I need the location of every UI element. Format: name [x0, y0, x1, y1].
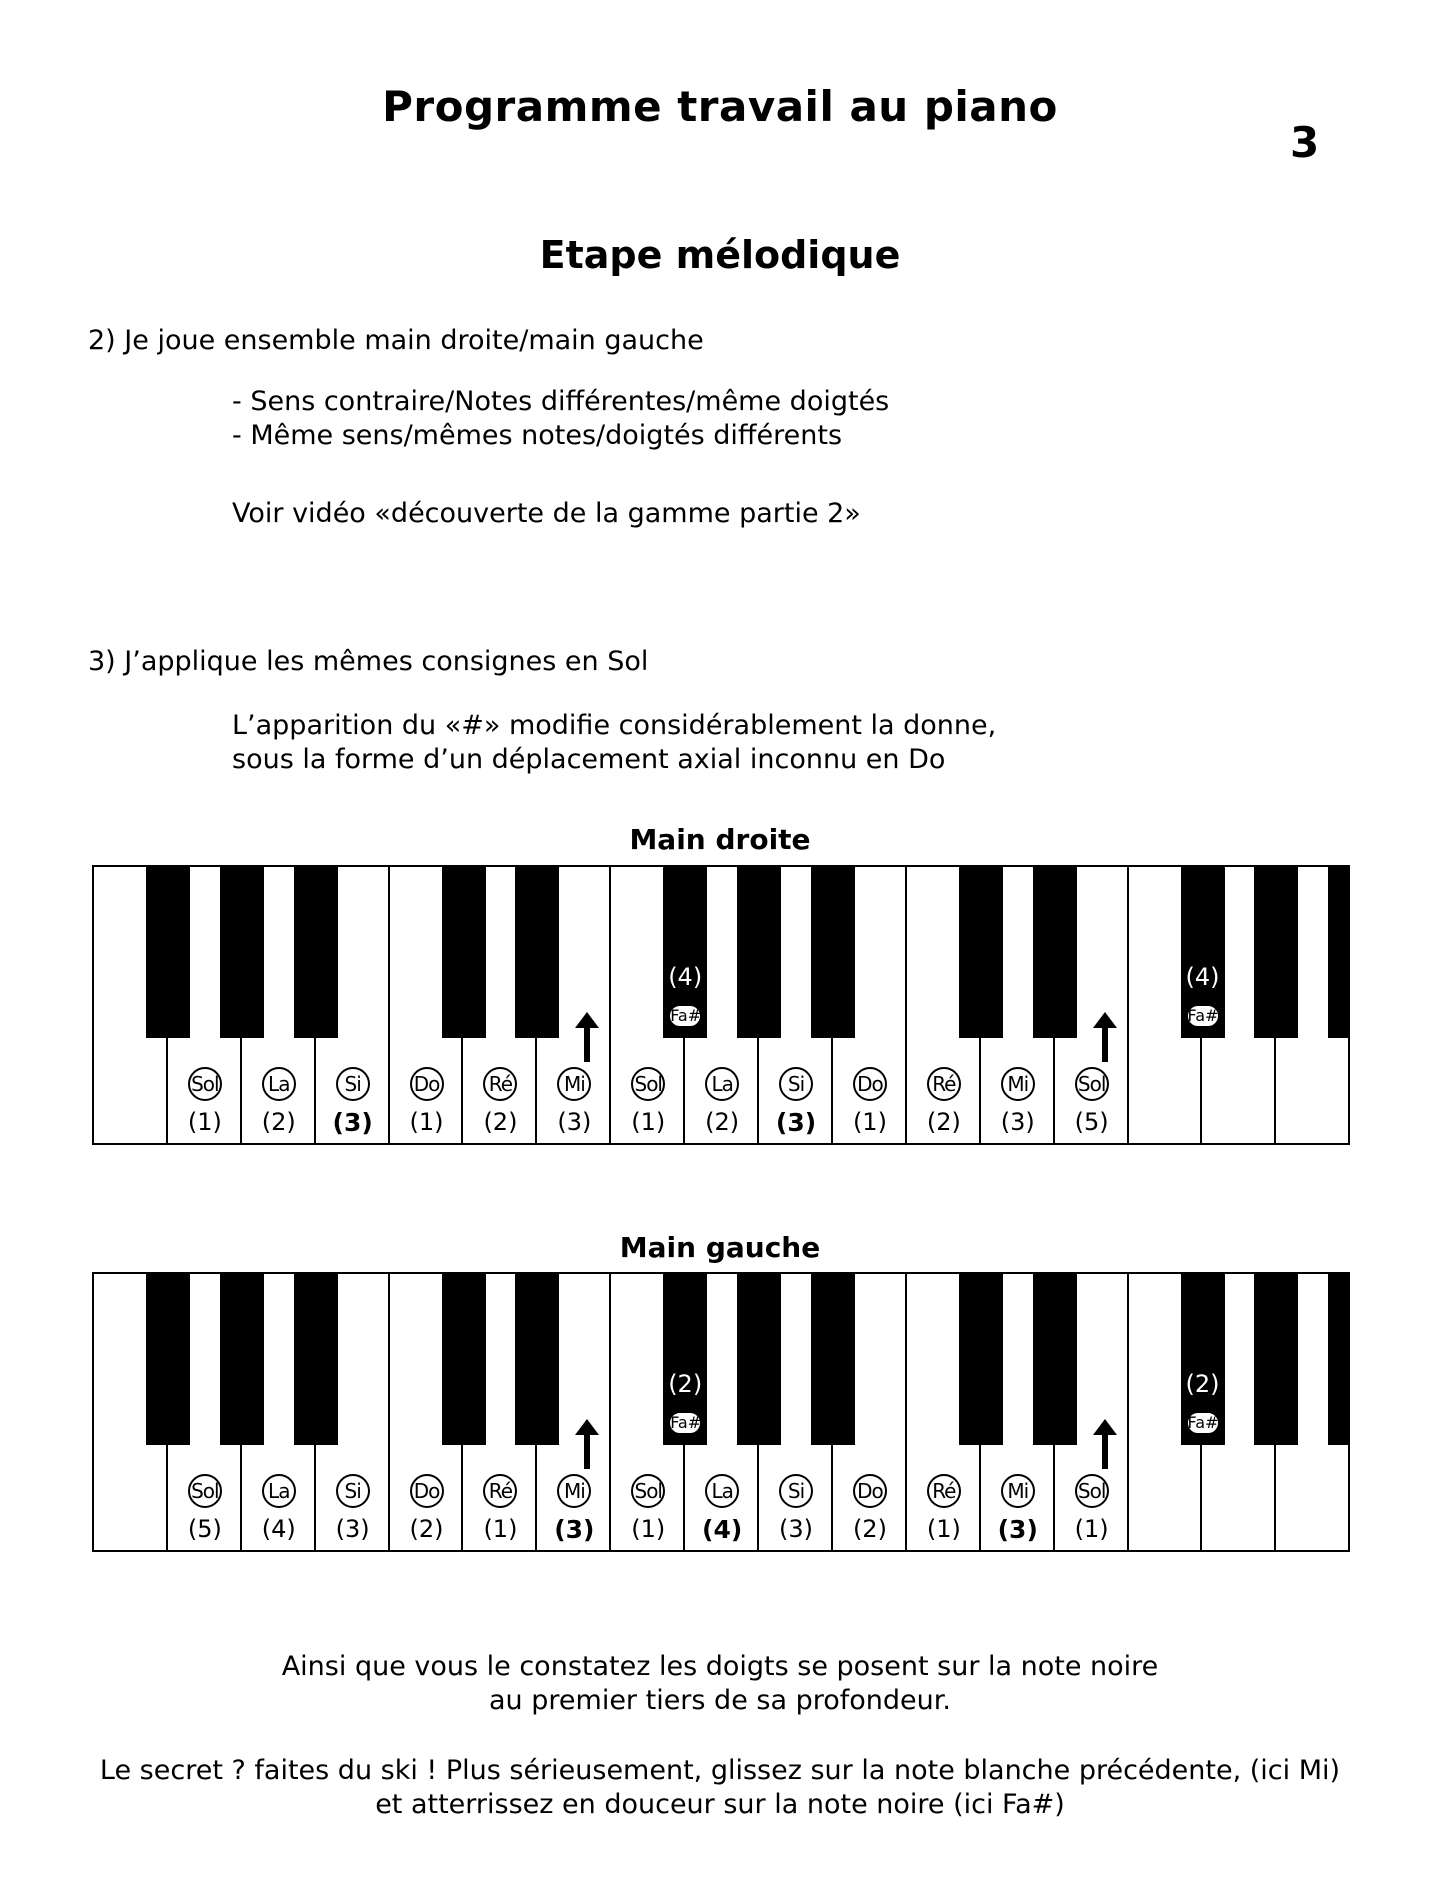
arrow-up-icon	[574, 1012, 600, 1062]
black-key-note-label: Fa#	[1186, 1411, 1220, 1435]
keyboard-left-hand	[92, 1272, 1350, 1552]
note-label: Do	[410, 1067, 444, 1101]
black-key	[811, 1274, 855, 1445]
fingering-label: (3)	[335, 1515, 370, 1543]
note-label: Mi	[1001, 1474, 1035, 1508]
fingering-label: (2)	[409, 1515, 444, 1543]
footer-p1-line-2: au premier tiers de sa profondeur.	[489, 1685, 951, 1716]
black-key	[294, 1274, 338, 1445]
section-title: Etape mélodique	[539, 233, 901, 277]
note-label: Si	[336, 1474, 370, 1508]
fingering-label: (3)	[332, 1108, 373, 1137]
fingering-label: (1)	[187, 1108, 222, 1136]
black-key	[811, 867, 855, 1038]
note-label: Mi	[557, 1067, 591, 1101]
fingering-label: (2)	[926, 1108, 961, 1136]
note-label: Mi	[557, 1474, 591, 1508]
black-key	[959, 867, 1003, 1038]
black-key	[959, 1274, 1003, 1445]
fingering-label: (1)	[631, 1108, 666, 1136]
note-label: Sol	[631, 1067, 665, 1101]
black-key-fingering: (2)	[668, 1370, 703, 1398]
fingering-label: (5)	[1074, 1108, 1109, 1136]
page-title: Programme travail au piano	[382, 82, 1058, 131]
note-label: La	[262, 1067, 296, 1101]
note-label: Si	[336, 1067, 370, 1101]
step3-heading: 3) J’applique les mêmes consignes en Sol	[88, 646, 649, 677]
fingering-label: (1)	[631, 1515, 666, 1543]
black-key	[220, 867, 264, 1038]
black-key-note-label: Fa#	[668, 1411, 702, 1435]
fingering-label: (2)	[852, 1515, 887, 1543]
note-label: La	[705, 1474, 739, 1508]
black-key-fingering: (4)	[1185, 963, 1220, 991]
arrow-up-icon	[1092, 1419, 1118, 1469]
fingering-label: (2)	[483, 1108, 518, 1136]
black-key	[442, 1274, 486, 1445]
black-key	[146, 1274, 190, 1445]
keyboard-label-right-hand: Main droite	[629, 823, 811, 856]
black-key	[737, 1274, 781, 1445]
note-label: Ré	[927, 1067, 961, 1101]
note-label: Mi	[1001, 1067, 1035, 1101]
black-key	[1033, 867, 1077, 1038]
black-key	[515, 1274, 559, 1445]
black-key	[515, 867, 559, 1038]
fingering-label: (1)	[1074, 1515, 1109, 1543]
note-label: Ré	[927, 1474, 961, 1508]
black-key	[294, 867, 338, 1038]
step2-video-reference: Voir vidéo «découverte de la gamme partie 2»	[232, 498, 861, 529]
fingering-label: (2)	[705, 1108, 740, 1136]
arrow-up-icon	[574, 1419, 600, 1469]
note-label: Sol	[188, 1067, 222, 1101]
footer-p1-line-1: Ainsi que vous le constatez les doigts se posent sur la note noire	[281, 1651, 1159, 1682]
note-label: Do	[410, 1474, 444, 1508]
note-label: Sol	[1075, 1067, 1109, 1101]
note-label: La	[705, 1067, 739, 1101]
step2-bullet-1: - Sens contraire/Notes différentes/même doigtés	[232, 386, 890, 417]
note-label: Si	[779, 1474, 813, 1508]
page-number: 3	[1290, 118, 1320, 167]
fingering-label: (3)	[554, 1515, 595, 1544]
fingering-label: (1)	[926, 1515, 961, 1543]
fingering-label: (3)	[779, 1515, 814, 1543]
fingering-label: (3)	[557, 1108, 592, 1136]
black-key	[220, 1274, 264, 1445]
black-key-note-label: Fa#	[668, 1004, 702, 1028]
note-label: La	[262, 1474, 296, 1508]
fingering-label: (4)	[261, 1515, 296, 1543]
black-key	[1254, 867, 1298, 1038]
note-label: Do	[853, 1474, 887, 1508]
black-key-fingering: (2)	[1185, 1370, 1220, 1398]
footer-p2-line-1: Le secret ? faites du ski ! Plus sérieusement, glissez sur la note blanche précédente, (ici Mi)	[99, 1755, 1341, 1786]
fingering-label: (4)	[702, 1515, 743, 1544]
note-label: Do	[853, 1067, 887, 1101]
fingering-label: (3)	[997, 1515, 1038, 1544]
step2-heading: 2) Je joue ensemble main droite/main gauche	[88, 325, 704, 356]
note-label: Ré	[483, 1067, 517, 1101]
step2-bullet-2: - Même sens/mêmes notes/doigtés différents	[232, 420, 843, 451]
arrow-up-icon	[1092, 1012, 1118, 1062]
black-key	[1328, 867, 1350, 1038]
note-label: Si	[779, 1067, 813, 1101]
black-key	[442, 867, 486, 1038]
keyboard-label-left-hand: Main gauche	[619, 1231, 821, 1264]
fingering-label: (1)	[409, 1108, 444, 1136]
note-label: Ré	[483, 1474, 517, 1508]
note-label: Sol	[188, 1474, 222, 1508]
fingering-label: (3)	[775, 1108, 817, 1137]
note-label: Sol	[631, 1474, 665, 1508]
step3-line-1: L’apparition du «#» modifie considérablement la donne,	[232, 710, 997, 741]
note-label: Sol	[1075, 1474, 1109, 1508]
black-key	[1254, 1274, 1298, 1445]
black-key	[1328, 1274, 1350, 1445]
black-key-fingering: (4)	[668, 963, 703, 991]
black-key	[737, 867, 781, 1038]
black-key-note-label: Fa#	[1186, 1004, 1220, 1028]
fingering-label: (1)	[852, 1108, 887, 1136]
footer-p2-line-2: et atterrissez en douceur sur la note noire (ici Fa#)	[375, 1789, 1065, 1820]
black-key	[146, 867, 190, 1038]
fingering-label: (3)	[1000, 1108, 1035, 1136]
keyboard-right-hand	[92, 865, 1350, 1145]
fingering-label: (1)	[483, 1515, 518, 1543]
fingering-label: (5)	[187, 1515, 222, 1543]
fingering-label: (2)	[261, 1108, 296, 1136]
black-key	[1033, 1274, 1077, 1445]
step3-line-2: sous la forme d’un déplacement axial inconnu en Do	[232, 744, 946, 775]
